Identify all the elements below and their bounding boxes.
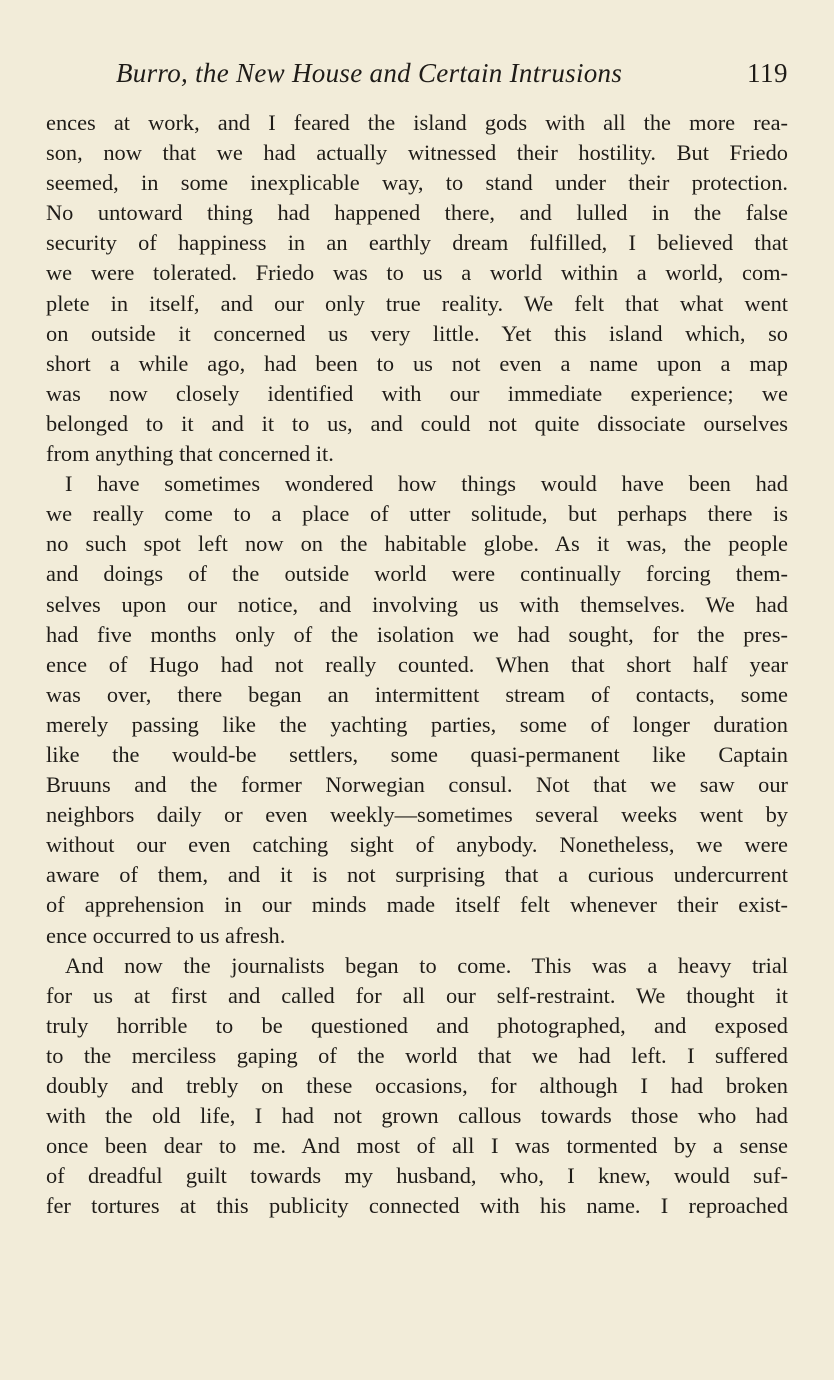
text-line: to the merciless gaping of the world that we had left. I suffered [46, 1042, 788, 1068]
text-line: with the old life, I had not grown callous towards those who had [46, 1103, 788, 1129]
text-line: No untoward thing had happened there, and lulled in the false [46, 200, 788, 226]
text-line: was over, there began an intermittent stream of contacts, some [46, 681, 788, 707]
text-line: neighbors daily or even weekly—sometimes several weeks went by [46, 802, 788, 828]
text-line: ence of Hugo had not really counted. When that short half year [46, 651, 788, 677]
text-line: of dreadful guilt towards my husband, who, I knew, would suf- [46, 1163, 788, 1189]
text-line: belonged to it and it to us, and could not quite dissociate ourselves [46, 410, 788, 436]
text-line: for us at first and called for all our self-restraint. We thought it [46, 982, 788, 1008]
text-line: plete in itself, and our only true reality. We felt that what went [46, 290, 788, 316]
paragraph-end-line: from anything that concerned it. [46, 441, 334, 467]
text-line: selves upon our notice, and involving us with themselves. We had [46, 591, 788, 617]
text-line: on outside it concerned us very little. Yet this island which, so [46, 320, 788, 346]
paragraph-start-line: I have sometimes wondered how things would have been had [65, 471, 788, 497]
text-line: merely passing like the yachting parties, some of longer duration [46, 711, 788, 737]
text-line: of apprehension in our minds made itself felt whenever their exist- [46, 892, 788, 918]
text-line: aware of them, and it is not surprising that a curious undercurrent [46, 862, 788, 888]
text-line: no such spot left now on the habitable globe. As it was, the people [46, 531, 788, 557]
text-line: had five months only of the isolation we had sought, for the pres- [46, 621, 788, 647]
paragraph-end-line: ence occurred to us afresh. [46, 922, 286, 948]
paragraph-start-line: And now the journalists began to come. This was a heavy trial [65, 952, 788, 978]
text-line: seemed, in some inexplicable way, to stand under their protection. [46, 170, 788, 196]
text-line: without our even catching sight of anybody. Nonetheless, we were [46, 832, 788, 858]
text-line: we really come to a place of utter solitude, but perhaps there is [46, 501, 788, 527]
text-line: was now closely identified with our immediate experience; we [46, 380, 788, 406]
running-title: Burro, the New House and Certain Intrusions [116, 58, 623, 88]
text-line: once been dear to me. And most of all I was tormented by a sense [46, 1133, 788, 1159]
text-line: short a while ago, had been to us not even a name upon a map [46, 350, 788, 376]
running-head [46, 58, 788, 102]
page-number: 119 [747, 58, 788, 88]
text-line: fer tortures at this publicity connected with his name. I reproached [46, 1193, 788, 1219]
body-text [46, 108, 788, 1221]
text-line: security of happiness in an earthly dream fulfilled, I believed that [46, 230, 788, 256]
text-line: like the would-be settlers, some quasi-permanent like Captain [46, 741, 788, 767]
text-line: ences at work, and I feared the island gods with all the more rea- [46, 110, 788, 135]
text-line: and doings of the outside world were continually forcing them- [46, 561, 788, 587]
text-line: son, now that we had actually witnessed their hostility. But Friedo [46, 140, 788, 166]
text-line: truly horrible to be questioned and photographed, and exposed [46, 1012, 788, 1038]
text-line: Bruuns and the former Norwegian consul. Not that we saw our [46, 772, 788, 798]
text-line: we were tolerated. Friedo was to us a world within a world, com- [46, 260, 788, 286]
text-line: doubly and trebly on these occasions, for although I had broken [46, 1073, 788, 1098]
